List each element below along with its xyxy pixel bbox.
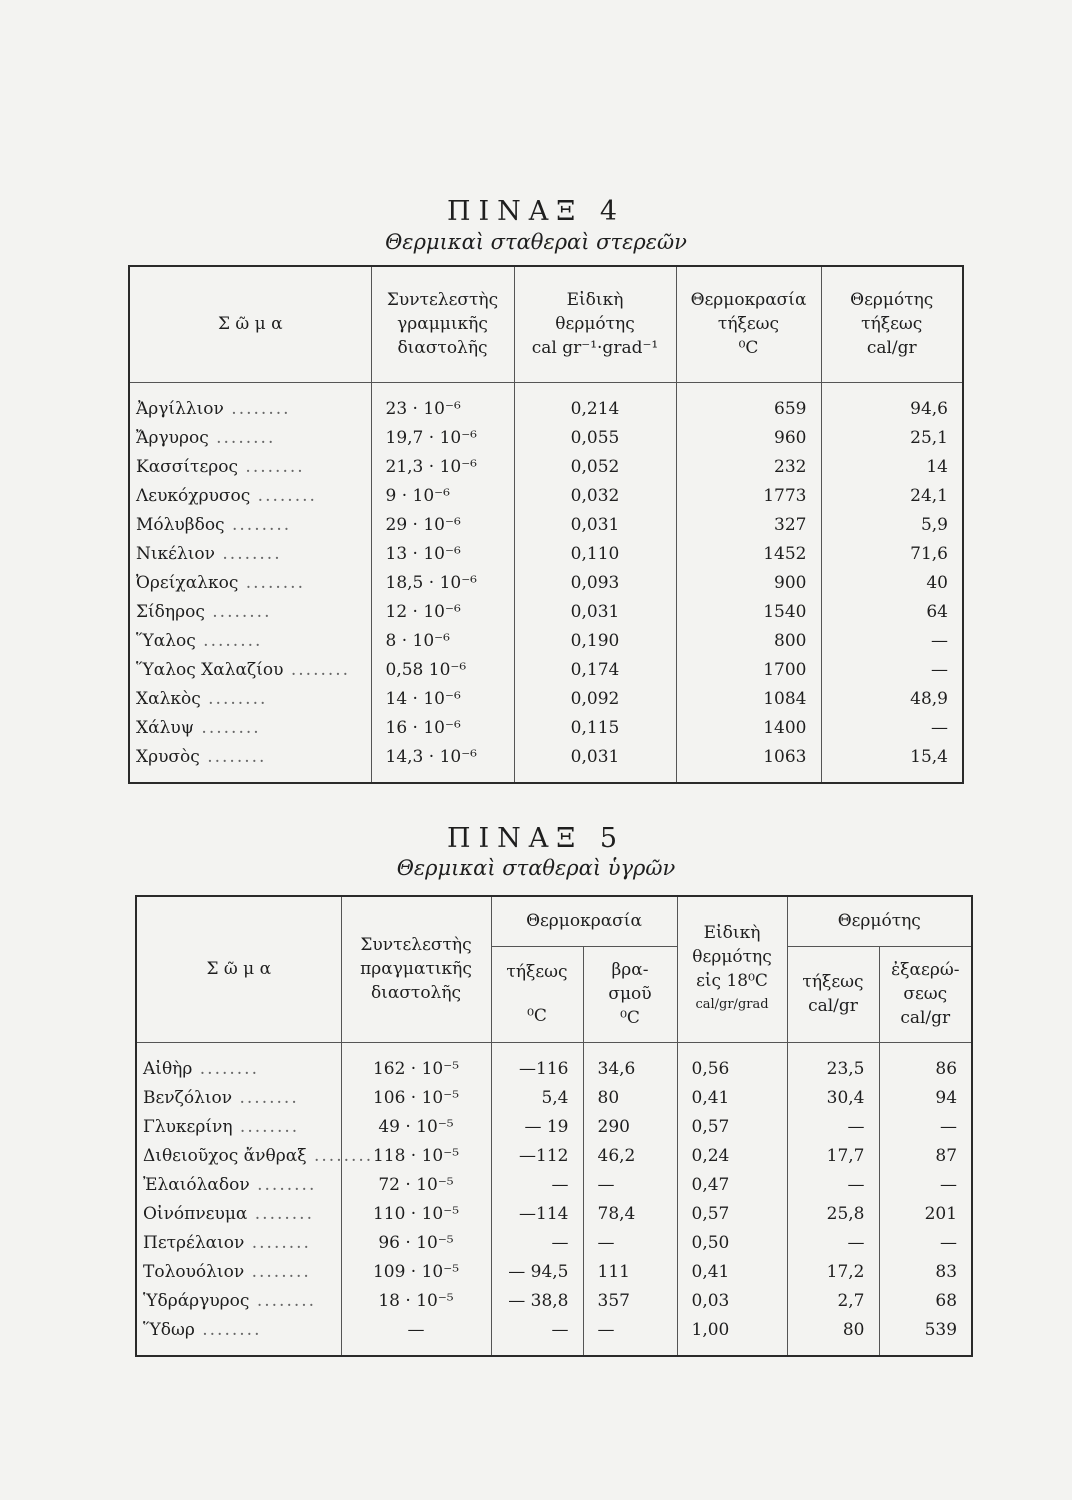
t4-header-melting-heat: Θερμότης τήξεως cal/gr (821, 266, 963, 382)
row-name: Χρυσὸς ........ (136, 746, 267, 767)
row-name: Κασσίτερος ........ (136, 456, 305, 477)
melting-temp-cell: 1400 (676, 714, 821, 743)
melting-heat-cell: 94,6 (821, 382, 963, 424)
table-row (136, 1113, 972, 1142)
boiling-cell: 80 (583, 1084, 677, 1113)
melting-temp-cell: 232 (676, 453, 821, 482)
t4-header-melting-temp: Θερμοκρασία τήξεως ⁰C (676, 266, 821, 382)
melting-heat-cell: — (821, 656, 963, 685)
table-row (129, 540, 963, 569)
evaporation-heat-cell: — (879, 1171, 972, 1200)
expansion-cell: 9 · 10⁻⁶ (371, 482, 514, 511)
evaporation-heat-cell: 83 (879, 1258, 972, 1287)
expansion-cell: 109 · 10⁻⁵ (341, 1258, 491, 1287)
t5-header-evaporation-heat: ἐξαερώ- σεως cal/gr (879, 946, 972, 1042)
table-row (136, 1200, 972, 1229)
specific-heat-cell: 0,214 (514, 382, 676, 424)
t5-header-melting: τήξεως ⁰C (491, 946, 583, 1042)
melting-heat-cell: 25,8 (787, 1200, 879, 1229)
melting-temp-cell: 800 (676, 627, 821, 656)
melting-heat-cell: 64 (821, 598, 963, 627)
table-row (129, 453, 963, 482)
table5-subtitle: Θερμικαὶ σταθεραὶ ὑγρῶν (396, 856, 676, 880)
boiling-cell: 357 (583, 1287, 677, 1316)
table4 (128, 265, 964, 784)
table-row (129, 598, 963, 627)
row-name: Ἄργυρος ........ (136, 427, 276, 448)
specific-heat-cell: 0,031 (514, 598, 676, 627)
melting-heat-cell: — (787, 1113, 879, 1142)
expansion-cell: 49 · 10⁻⁵ (341, 1113, 491, 1142)
expansion-cell: 23 · 10⁻⁶ (371, 382, 514, 424)
t5-header-melting-heat: τήξεως cal/gr (787, 946, 879, 1042)
expansion-cell: 18,5 · 10⁻⁶ (371, 569, 514, 598)
melting-temp-cell: 1063 (676, 743, 821, 783)
melting-heat-cell: 15,4 (821, 743, 963, 783)
row-name: Διθειοῦχος ἄνθραξ ........ (143, 1145, 374, 1166)
specific-heat-cell: 0,031 (514, 511, 676, 540)
table-row (136, 1084, 972, 1113)
specific-heat-cell: 0,092 (514, 685, 676, 714)
t5-header-specific-heat: Εἰδικὴ θερμότης εἰς 18⁰C cal/gr/grad (677, 896, 787, 1042)
specific-heat-cell: 0,032 (514, 482, 676, 511)
melting-cell: 5,4 (491, 1084, 583, 1113)
table-row (136, 1287, 972, 1316)
melting-heat-cell: 2,7 (787, 1287, 879, 1316)
table-row (129, 743, 963, 783)
specific-heat-cell: 0,57 (677, 1200, 787, 1229)
specific-heat-cell: 0,174 (514, 656, 676, 685)
melting-temp-cell: 1084 (676, 685, 821, 714)
evaporation-heat-cell: — (879, 1113, 972, 1142)
t5-header-heat: Θερμότης (787, 896, 972, 946)
specific-heat-cell: 0,56 (677, 1042, 787, 1084)
table5-body (136, 1042, 972, 1356)
specific-heat-cell: 0,41 (677, 1258, 787, 1287)
row-name: Πετρέλαιον ........ (143, 1232, 311, 1253)
melting-heat-cell: 40 (821, 569, 963, 598)
boiling-cell: 290 (583, 1113, 677, 1142)
table-row (129, 482, 963, 511)
evaporation-heat-cell: 87 (879, 1142, 972, 1171)
table5-title: ΠΙΝΑΞ 5 (446, 823, 626, 854)
melting-temp-cell: 960 (676, 424, 821, 453)
expansion-cell: 0,58 10⁻⁶ (371, 656, 514, 685)
table-row (136, 1316, 972, 1356)
expansion-cell: 21,3 · 10⁻⁶ (371, 453, 514, 482)
row-name: Νικέλιον ........ (136, 543, 282, 564)
table-row (129, 569, 963, 598)
melting-heat-cell: 23,5 (787, 1042, 879, 1084)
melting-heat-cell: — (821, 714, 963, 743)
melting-cell: — (491, 1229, 583, 1258)
expansion-cell: 13 · 10⁻⁶ (371, 540, 514, 569)
row-name: Ἐλαιόλαδον ........ (143, 1174, 317, 1195)
specific-heat-cell: 0,093 (514, 569, 676, 598)
specific-heat-cell: 0,24 (677, 1142, 787, 1171)
table-row (136, 1229, 972, 1258)
table-row (129, 627, 963, 656)
melting-cell: — 19 (491, 1113, 583, 1142)
table-row (129, 511, 963, 540)
table-row (129, 382, 963, 424)
expansion-cell: 118 · 10⁻⁵ (341, 1142, 491, 1171)
melting-cell: —114 (491, 1200, 583, 1229)
t4-header-expansion: Συντελεστὴς γραμμικῆς διαστολῆς (371, 266, 514, 382)
expansion-cell: — (341, 1316, 491, 1356)
melting-temp-cell: 1773 (676, 482, 821, 511)
table-row (129, 424, 963, 453)
melting-heat-cell: — (787, 1229, 879, 1258)
specific-heat-cell: 0,47 (677, 1171, 787, 1200)
melting-heat-cell: 30,4 (787, 1084, 879, 1113)
row-name: Ὕαλος ........ (136, 630, 263, 651)
melting-temp-cell: 1700 (676, 656, 821, 685)
melting-cell: —116 (491, 1042, 583, 1084)
table5 (135, 895, 973, 1357)
melting-temp-cell: 1452 (676, 540, 821, 569)
expansion-cell: 12 · 10⁻⁶ (371, 598, 514, 627)
specific-heat-cell: 0,50 (677, 1229, 787, 1258)
row-name: Χαλκὸς ........ (136, 688, 268, 709)
table-row (129, 714, 963, 743)
melting-heat-cell: 24,1 (821, 482, 963, 511)
row-name: Ἀργίλλιον ........ (136, 398, 291, 419)
specific-heat-cell: 0,110 (514, 540, 676, 569)
expansion-cell: 96 · 10⁻⁵ (341, 1229, 491, 1258)
melting-cell: — 38,8 (491, 1287, 583, 1316)
row-name: Τολουόλιον ........ (143, 1261, 311, 1282)
expansion-cell: 106 · 10⁻⁵ (341, 1084, 491, 1113)
specific-heat-cell: 0,115 (514, 714, 676, 743)
expansion-cell: 19,7 · 10⁻⁶ (371, 424, 514, 453)
table4-body (129, 382, 963, 783)
boiling-cell: — (583, 1171, 677, 1200)
melting-cell: — 94,5 (491, 1258, 583, 1287)
boiling-cell: — (583, 1229, 677, 1258)
melting-temp-cell: 659 (676, 382, 821, 424)
expansion-cell: 8 · 10⁻⁶ (371, 627, 514, 656)
melting-heat-cell: 5,9 (821, 511, 963, 540)
boiling-cell: 111 (583, 1258, 677, 1287)
row-name: Ὕαλος Χαλαζίου ........ (136, 659, 351, 680)
row-name: Βενζόλιον ........ (143, 1087, 299, 1108)
table-row (129, 685, 963, 714)
expansion-cell: 110 · 10⁻⁵ (341, 1200, 491, 1229)
expansion-cell: 14,3 · 10⁻⁶ (371, 743, 514, 783)
evaporation-heat-cell: 539 (879, 1316, 972, 1356)
row-name: Αἰθὴρ ........ (143, 1058, 259, 1079)
specific-heat-cell: 0,41 (677, 1084, 787, 1113)
expansion-cell: 72 · 10⁻⁵ (341, 1171, 491, 1200)
table-row (136, 1258, 972, 1287)
evaporation-heat-cell: 201 (879, 1200, 972, 1229)
row-name: Ὑδράργυρος ........ (143, 1290, 317, 1311)
melting-heat-cell: 17,2 (787, 1258, 879, 1287)
row-name: Λευκόχρυσος ........ (136, 485, 317, 506)
expansion-cell: 14 · 10⁻⁶ (371, 685, 514, 714)
melting-cell: — (491, 1316, 583, 1356)
specific-heat-cell: 0,052 (514, 453, 676, 482)
table4-subtitle: Θερμικαὶ σταθεραὶ στερεῶν (385, 230, 687, 254)
boiling-cell: — (583, 1316, 677, 1356)
melting-heat-cell: 80 (787, 1316, 879, 1356)
table-row (129, 656, 963, 685)
specific-heat-cell: 0,57 (677, 1113, 787, 1142)
row-name: Μόλυβδος ........ (136, 514, 292, 535)
t5-header-boiling: βρα- σμοῦ ⁰C (583, 946, 677, 1042)
melting-heat-cell: 14 (821, 453, 963, 482)
table-row (136, 1171, 972, 1200)
evaporation-heat-cell: 86 (879, 1042, 972, 1084)
expansion-cell: 29 · 10⁻⁶ (371, 511, 514, 540)
t4-header-specific-heat: Εἰδικὴ θερμότης cal gr⁻¹·grad⁻¹ (514, 266, 676, 382)
expansion-cell: 16 · 10⁻⁶ (371, 714, 514, 743)
melting-heat-cell: — (787, 1171, 879, 1200)
row-name: Ὕδωρ ........ (143, 1319, 262, 1340)
row-name: Σίδηρος ........ (136, 601, 272, 622)
t5-header-temperature: Θερμοκρασία (491, 896, 677, 946)
specific-heat-cell: 0,055 (514, 424, 676, 453)
row-name: Οἰνόπνευμα ........ (143, 1203, 314, 1224)
specific-heat-cell: 0,190 (514, 627, 676, 656)
table-row (136, 1042, 972, 1084)
evaporation-heat-cell: 94 (879, 1084, 972, 1113)
melting-cell: —112 (491, 1142, 583, 1171)
melting-heat-cell: — (821, 627, 963, 656)
row-name: Γλυκερίνη ........ (143, 1116, 300, 1137)
melting-heat-cell: 71,6 (821, 540, 963, 569)
expansion-cell: 162 · 10⁻⁵ (341, 1042, 491, 1084)
specific-heat-cell: 1,00 (677, 1316, 787, 1356)
specific-heat-cell: 0,03 (677, 1287, 787, 1316)
melting-temp-cell: 1540 (676, 598, 821, 627)
melting-temp-cell: 900 (676, 569, 821, 598)
table4-title: ΠΙΝΑΞ 4 (446, 196, 626, 227)
boiling-cell: 34,6 (583, 1042, 677, 1084)
row-name: Χάλυψ ........ (136, 717, 261, 738)
melting-heat-cell: 48,9 (821, 685, 963, 714)
melting-heat-cell: 25,1 (821, 424, 963, 453)
melting-heat-cell: 17,7 (787, 1142, 879, 1171)
t5-header-body: Σ ῶ μ α (136, 896, 341, 1042)
row-name: Ὀρείχαλκος ........ (136, 572, 305, 593)
t5-header-expansion: Συντελεστὴς πραγματικῆς διαστολῆς (341, 896, 491, 1042)
melting-temp-cell: 327 (676, 511, 821, 540)
evaporation-heat-cell: — (879, 1229, 972, 1258)
boiling-cell: 46,2 (583, 1142, 677, 1171)
expansion-cell: 18 · 10⁻⁵ (341, 1287, 491, 1316)
evaporation-heat-cell: 68 (879, 1287, 972, 1316)
t4-header-body: Σ ῶ μ α (129, 266, 371, 382)
boiling-cell: 78,4 (583, 1200, 677, 1229)
table-row (136, 1142, 972, 1171)
melting-cell: — (491, 1171, 583, 1200)
specific-heat-cell: 0,031 (514, 743, 676, 783)
